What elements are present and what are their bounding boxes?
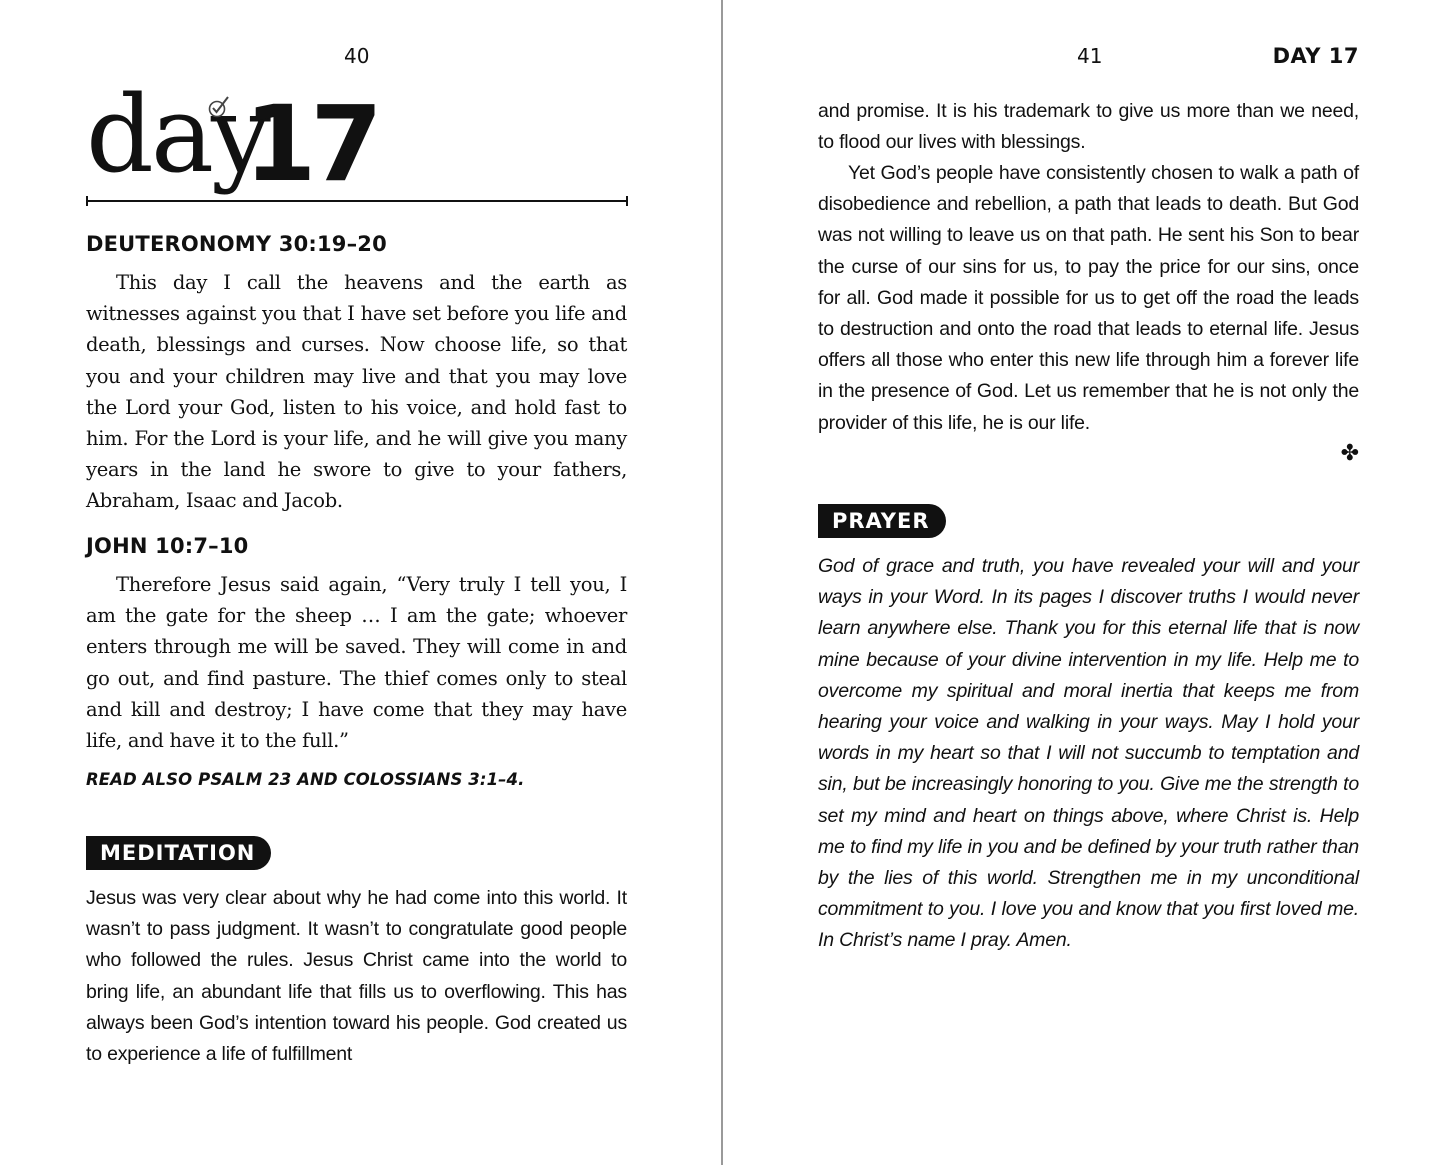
meditation-label: MEDITATION bbox=[86, 836, 271, 870]
meditation-paragraph-2: Yet God’s people have consistently chosen to walk a path of disobedience and rebellion, a path that leads to death. But God was not willing to leave us on that path. He sent his Son to bear the curse of our sins for us, to pay the price for our sins, once for all. God made it possible for us to get off the road the leads to destruction and onto the road that leads to eternal life. Jesus offers all those who enter this new life through him a forever life in the presence of God. Let us remember that he is not only the provider of this life, he is our life. bbox=[818, 162, 1359, 434]
left-page bbox=[0, 0, 721, 1165]
page-number-right: 41 bbox=[1077, 44, 1103, 68]
meditation-continuation: and promise. It is his trademark to give us more than we need, to flood our lives with blessings. bbox=[818, 100, 1359, 154]
day-title-word: day bbox=[86, 73, 268, 196]
title-rule-cap-right bbox=[626, 196, 628, 206]
section-end-ornament-icon: ✤ bbox=[1340, 441, 1359, 466]
title-rule-cap-left bbox=[86, 196, 88, 206]
prayer-text: God of grace and truth, you have revealed your will and your ways in your Word. In its pages I discover truths I would never learn anywhere else. Thank you for this eternal life that is now mine because of your divine intervention in my life. Help me to overcome my spiritual and moral inertia that keeps me from hearing your voice and walking in your ways. May I hold your words in my heart so that I will not succumb to temptation and sin, but be increasingly honoring to you. Give me the strength to set my mind and heart on things above, where Christ is. Help me to find my life in you and be defined by your truth rather than by the lies of this world. Strengthen me in my unconditional commitment to you. I love you and know that you first loved me. In Christ’s name I pray. Amen. bbox=[818, 555, 1359, 952]
day-title bbox=[86, 73, 628, 212]
scripture-reference-deuteronomy: DEUTERONOMY 30:19–20 bbox=[86, 232, 387, 256]
meditation-text: Jesus was very clear about why he had come into this world. It wasn’t to pass judgment. It wasn’t to congratulate good people who followed the rules. Jesus Christ came into the world to bring life, an abundant life that fills us to overflowing. This has always been God’s intention toward his people. God created us to experience a life of fulfillment bbox=[86, 887, 627, 1066]
title-rule bbox=[86, 200, 628, 202]
read-also-note: READ ALSO PSALM 23 AND COLOSSIANS 3:1–4. bbox=[86, 770, 525, 789]
prayer-label: PRAYER bbox=[818, 504, 946, 538]
scripture-text-deuteronomy: This day I call the heavens and the earth as witnesses against you that I have set before you life and death, blessings and curses. Now choose life, so that you and your children may live and that you may love the Lord your God, listen to his voice, and hold fast to him. For the Lord is your life, and he will give you many years in the land he swore to give to your fathers, Abraham, Isaac and Jacob. bbox=[86, 271, 627, 513]
scripture-reference-john: JOHN 10:7–10 bbox=[86, 534, 249, 558]
running-head: DAY 17 bbox=[1272, 44, 1359, 68]
day-title-number: 17 bbox=[244, 83, 377, 205]
right-page bbox=[723, 0, 1445, 1165]
page-number-left: 40 bbox=[344, 44, 370, 68]
checkmark-circle-icon bbox=[206, 94, 232, 120]
scripture-text-john: Therefore Jesus said again, “Very truly I tell you, I am the gate for the sheep … I am the gate; whoever enters through me will be saved. They will come in and go out, and find pasture. The thief comes only to steal and kill and destroy; I have come that they may have life, and have it to the full.” bbox=[86, 573, 627, 753]
